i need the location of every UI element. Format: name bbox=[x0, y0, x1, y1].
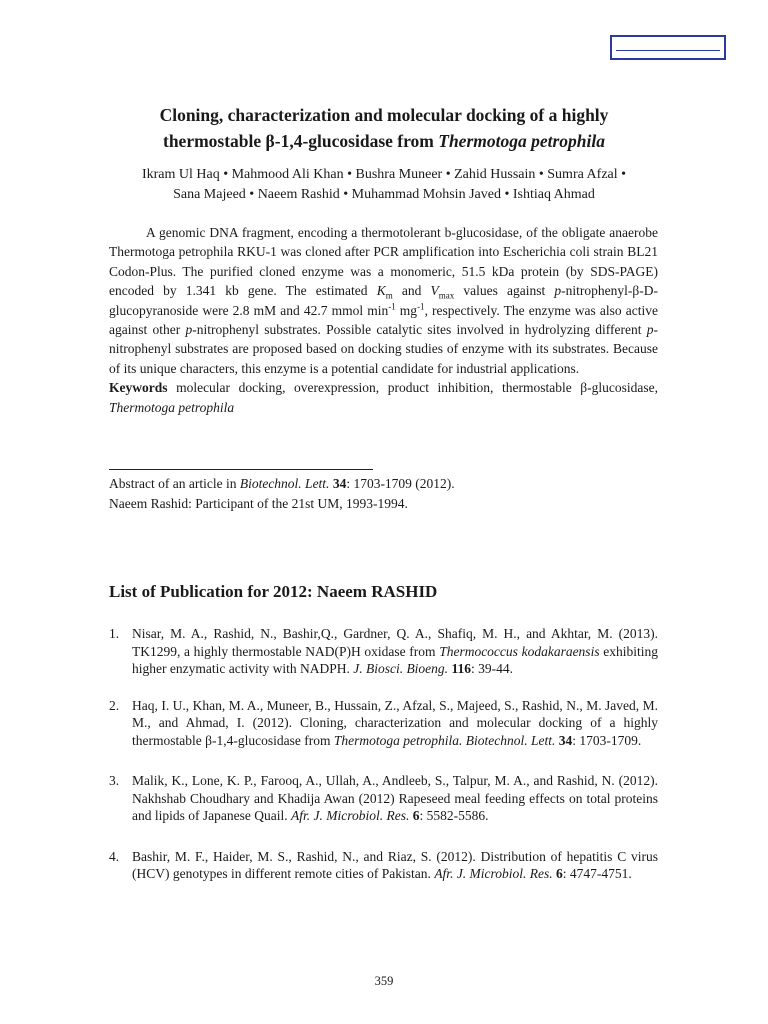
footnote-source bbox=[109, 474, 658, 494]
item-volume: 6 bbox=[412, 808, 420, 823]
item-text bbox=[132, 697, 658, 750]
corner-frame-line bbox=[616, 50, 720, 51]
corner-frame bbox=[610, 35, 726, 60]
title-species: Thermotoga petrophila bbox=[438, 131, 605, 151]
item-journal: Afr. J. Microbiol. Res. bbox=[434, 866, 553, 881]
abstract-text: mg bbox=[395, 302, 418, 318]
authors-line2: Sana Majeed • Naeem Rashid • Muhammad Mohsin Javed • Ishtiaq Ahmad bbox=[173, 187, 595, 202]
footnote-volume: 34 bbox=[332, 476, 347, 491]
superscript: -1 bbox=[388, 301, 396, 312]
item-pages: : 39-44. bbox=[470, 661, 513, 676]
keywords-label: Keywords bbox=[109, 380, 168, 396]
item-species: Thermotoga petrophila. bbox=[333, 732, 463, 748]
abstract-text: values against bbox=[454, 283, 555, 299]
item-number: 1. bbox=[109, 626, 120, 641]
author-list bbox=[100, 165, 668, 205]
publication-list-heading: List of Publication for 2012: Naeem RASHID bbox=[109, 582, 438, 601]
page-number: 359 bbox=[374, 974, 394, 988]
list-item bbox=[109, 848, 658, 883]
item-species: Thermococcus kodakaraensis bbox=[439, 643, 600, 659]
keywords-text: molecular docking, overexpression, product inhibition, thermostable β-glucosidase, bbox=[167, 380, 658, 396]
list-item bbox=[109, 772, 658, 825]
item-volume: 34 bbox=[558, 732, 573, 748]
item-journal: Biotechnol. Lett. bbox=[465, 732, 556, 748]
abstract-text: -nitrophenyl-β-D-glucopyranoside were 2.8 mM and 42.7 mmol min bbox=[109, 283, 658, 318]
authors-line1: Ikram Ul Haq • Mahmood Ali Khan • Bushra Muneer • Zahid Hussain • Sumra Afzal • bbox=[141, 167, 627, 182]
item-mid: exhibiting higher enzymatic activity with NADPH. bbox=[132, 643, 658, 676]
item-text bbox=[132, 848, 658, 883]
footnote-participant: Naeem Rashid: Participant of the 21st UM, 1993-1994. bbox=[109, 495, 408, 511]
title-line2: thermostable β-1,4-glucosidase from bbox=[163, 131, 439, 151]
para-prefix: p bbox=[646, 322, 654, 338]
item-pages: : 1703-1709. bbox=[572, 732, 642, 748]
item-pages: : 4747-4751. bbox=[562, 866, 632, 881]
item-authors: Bashir, M. F., Haider, M. S., Rashid, N., and Riaz, S. (2012). Distribution of hepatitis C virus (HCV) genotypes in different remote cities of Pakistan. bbox=[132, 848, 658, 881]
item-authors: Malik, K., Lone, K. P., Farooq, A., Ullah, A., Andleeb, S., Talpur, M. A., and Rashid, N. (2012). Nakhshab Choudhary and Khadija Awan (2012) Rapeseed meal feeding effects on total proteins and lipids of Japanese Quail. bbox=[132, 773, 658, 823]
keywords-species: Thermotoga petrophila bbox=[109, 399, 235, 415]
list-item bbox=[109, 625, 658, 678]
item-journal: J. Biosci. Bioeng. bbox=[353, 661, 449, 676]
list-item bbox=[109, 697, 658, 750]
abstract-text: A genomic DNA fragment, encoding a thermotolerant b-glucosidase, of the obligate anaerobe Thermotoga petrophila RKU-1 was cloned after PCR amplification into Escherichia coli strain BL21 Codon-Plus. The purified cloned enzyme was a monomeric, 51.5 kDa protein (by SDS-PAGE) encoded by 1.341 kb gene. The estimated bbox=[109, 225, 658, 299]
item-number: 3. bbox=[109, 773, 120, 788]
item-number: 4. bbox=[109, 848, 120, 864]
footnote-rule bbox=[109, 469, 373, 470]
item-authors: Nisar, M. A., Rashid, N., Bashir,Q., Gardner, Q. A., Shafiq, M. H., and Akhtar, M. (2013). TK1299, a highly thermostable NAD(P)H oxidase from bbox=[132, 626, 658, 659]
superscript: -1 bbox=[417, 301, 425, 312]
footnote-text: Abstract of an article in bbox=[109, 476, 240, 491]
item-text bbox=[132, 625, 658, 678]
footnote-pages: : 1703-1709 (2012). bbox=[346, 476, 455, 491]
vmax-subscript: max bbox=[438, 290, 455, 301]
item-journal: Afr. J. Microbiol. Res. bbox=[290, 808, 410, 823]
abstract-paragraph bbox=[109, 223, 658, 378]
publication-list bbox=[109, 625, 658, 883]
abstract-text: -nitrophenyl substrates. Possible catalytic sites involved in hydrolyzing different bbox=[192, 322, 647, 338]
paper-title bbox=[100, 102, 668, 154]
item-pages: : 5582-5586. bbox=[419, 808, 489, 823]
vmax-symbol: V bbox=[430, 283, 439, 299]
footnote-journal: Biotechnol. Lett. bbox=[239, 476, 330, 491]
km-subscript: m bbox=[385, 290, 393, 301]
footnotes bbox=[109, 474, 658, 513]
item-text bbox=[132, 772, 658, 825]
item-volume: 116 bbox=[451, 661, 471, 676]
abstract-text: , respectively. The enzyme was also active against other bbox=[109, 302, 658, 338]
title-line1: Cloning, characterization and molecular docking of a highly bbox=[159, 105, 609, 125]
item-authors: Haq, I. U., Khan, M. A., Muneer, B., Hussain, Z., Afzal, S., Majeed, S., Rashid, N., M. Javed, M. M., and Ahmad, I. (2012). Cloning, characterization and molecular docking of a highly thermostable β-1,4-glucosidase from bbox=[132, 697, 658, 748]
item-number: 2. bbox=[109, 697, 120, 713]
para-prefix: p bbox=[554, 283, 562, 299]
abstract-text: and bbox=[392, 283, 431, 299]
km-symbol: K bbox=[376, 283, 386, 299]
item-volume: 6 bbox=[556, 866, 563, 881]
para-prefix: p bbox=[185, 322, 193, 338]
abstract bbox=[109, 223, 658, 417]
keywords bbox=[109, 378, 658, 417]
abstract-text: -nitrophenyl substrates are proposed based on docking studies of enzyme with its substrates. Because of its unique characters, this enzyme is a potential candidate for industrial applications. bbox=[109, 322, 659, 376]
